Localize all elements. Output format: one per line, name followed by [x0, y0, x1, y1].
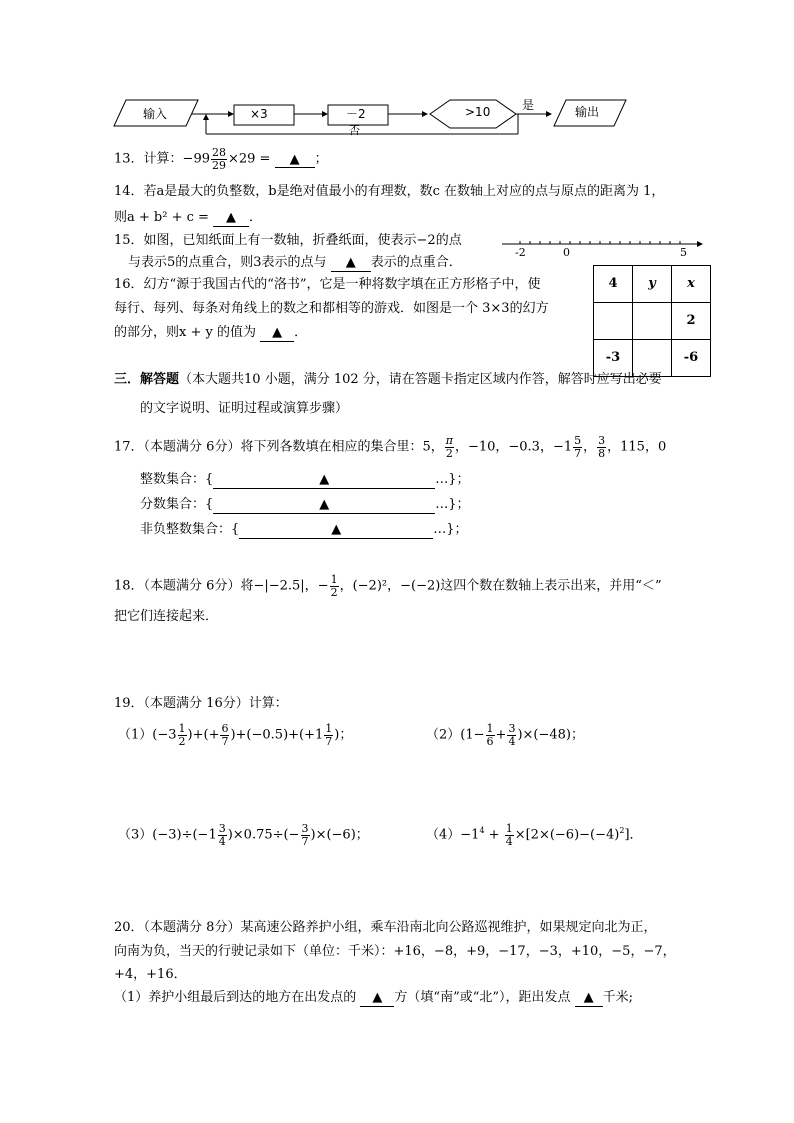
question-15-line1: 15．如图，已知纸面上有一数轴，折叠纸面，使表示−2的点	[114, 233, 462, 248]
magic-cell: x	[672, 266, 711, 303]
answer-blank[interactable]: ▲	[213, 472, 435, 489]
magic-cell	[633, 303, 672, 340]
magic-cell: 2	[672, 303, 711, 340]
question-16-line2: 每行、每列、每条对角线上的数之和都相等的游戏．如图是一个 3×3的幻方	[114, 301, 549, 316]
question-17: 17．（本题满分 6分）将下列各数填在相应的集合里：5， $\frac{\pi}{2}$ ，−10，−0.3，−1 $\frac{5}{7}$ ， $\frac{3}{8}$ ，115，0	[114, 434, 667, 460]
flow-minus2-label: －2	[346, 107, 366, 121]
q13-fraction: $\frac{28}{29}$	[211, 146, 226, 172]
answer-blank[interactable]: ▲	[575, 990, 603, 1007]
question-14-line1: 14．若a是最大的负整数，b是绝对值最小的有理数，数c 在数轴上对应的点与原点的距离为 1，	[114, 184, 665, 199]
section-3-heading: 三．解答题（本大题共10 小题，满分 102 分，请在答题卡指定区域内作答，解答时应写出必要	[114, 372, 662, 387]
magic-cell: -3	[594, 340, 633, 377]
magic-cell: -6	[672, 340, 711, 377]
magic-cell: 4	[594, 266, 633, 303]
q18-fraction: $\frac{1}{2}$	[330, 573, 338, 599]
flow-yes-label: 是	[522, 98, 535, 112]
axis-label-5: 5	[680, 246, 687, 259]
flow-output-label: 输出	[575, 105, 600, 119]
magic-square	[593, 265, 711, 377]
magic-cell	[633, 340, 672, 377]
flow-no-label: 否	[349, 124, 360, 137]
magic-cell	[594, 303, 633, 340]
set-nonneg-integers: 非负整数集合：{ ▲ …}；	[140, 522, 468, 537]
axis-label-neg2: -2	[515, 246, 526, 259]
set-fractions: 分数集合：{ ▲ …}；	[140, 497, 470, 512]
question-16-line1: 16．幻方“源于我国古代的“洛书”，它是一种将数字填在正方形格子中，使	[114, 277, 541, 292]
q19-part1: （1）(−3 $\frac{1}{2}$ )+(+ $\frac{6}{7}$ )+(−0.5)+(+1 $\frac{1}{7}$ )；	[118, 722, 353, 748]
answer-blank[interactable]: ▲	[213, 497, 435, 514]
set-integers: 整数集合：{ ▲ …}；	[140, 472, 470, 487]
question-20-line1: 20．（本题满分 8分）某高速公路养护小组，乘车沿南北向公路巡视维护，如果规定向北为正，	[114, 920, 657, 935]
question-20-line2: 向南为负，当天的行驶记录如下（单位：千米）：+16，−8，+9，−17，−3，+10，−5，−7，	[114, 944, 676, 959]
number-line	[500, 236, 706, 260]
question-15-line2: 与表示5的点重合，则3表示的点与 ▲ 表示的点重合．	[128, 255, 462, 270]
answer-blank[interactable]: ▲	[213, 210, 249, 227]
flow-compare-label: >10	[465, 105, 491, 119]
question-14-line2: 则a + b² + c = ▲ ．	[114, 210, 263, 225]
pi-over-2: $\frac{\pi}{2}$	[445, 434, 453, 460]
question-13: 13．计算：−99 $\frac{28}{29}$ ×29 = ▲ ；	[114, 146, 328, 172]
question-16-line3: 的部分，则x + y 的值为 ▲ ．	[114, 325, 308, 340]
flowchart	[110, 92, 630, 140]
flow-input-label: 输入	[143, 107, 168, 121]
flow-times3-label: ×3	[250, 107, 268, 121]
answer-blank[interactable]: ▲	[260, 325, 294, 342]
axis-label-0: 0	[563, 246, 570, 259]
answer-blank[interactable]: ▲	[239, 522, 433, 539]
answer-blank[interactable]: ▲	[360, 990, 394, 1007]
question-18-line2: 把它们连接起来．	[114, 609, 219, 624]
question-20-line3: +4，+16．	[114, 967, 187, 982]
section-3-desc-line2: 的文字说明、证明过程或演算步骤）	[140, 401, 349, 416]
question-20-sub1: （1）养护小组最后到达的地方在出发点的 ▲ 方（填“南”或“北”），距出发点 ▲ 千米;	[114, 990, 634, 1005]
q19-part2: （2）(1− $\frac{1}{6}$ + $\frac{3}{4}$ )×(−48)；	[426, 722, 584, 748]
q17-fraction: $\frac{3}{8}$	[598, 434, 606, 460]
question-19-head: 19．（本题满分 16分）计算：	[114, 696, 288, 711]
answer-blank[interactable]: ▲	[275, 152, 315, 169]
q19-part4: $(4)-1^4$ + $\frac{1}{4}$ $\times[2\times(-6)-(-4)^2]$．	[426, 822, 643, 848]
q19-part3: （3）(−3)÷(−1 $\frac{3}{4}$ )×0.75÷(− $\frac{3}{7}$ )×(−6)；	[118, 822, 369, 848]
question-18-line1: 18．（本题满分 6分）将−|−2.5|，− $\frac{1}{2}$ ，(−2)²，−(−2)这四个数在数轴上表示出来，并用“＜”	[114, 573, 662, 599]
answer-blank[interactable]: ▲	[331, 255, 371, 272]
magic-cell: y	[633, 266, 672, 303]
q17-mixed-fraction: $\frac{5}{7}$	[574, 434, 582, 460]
